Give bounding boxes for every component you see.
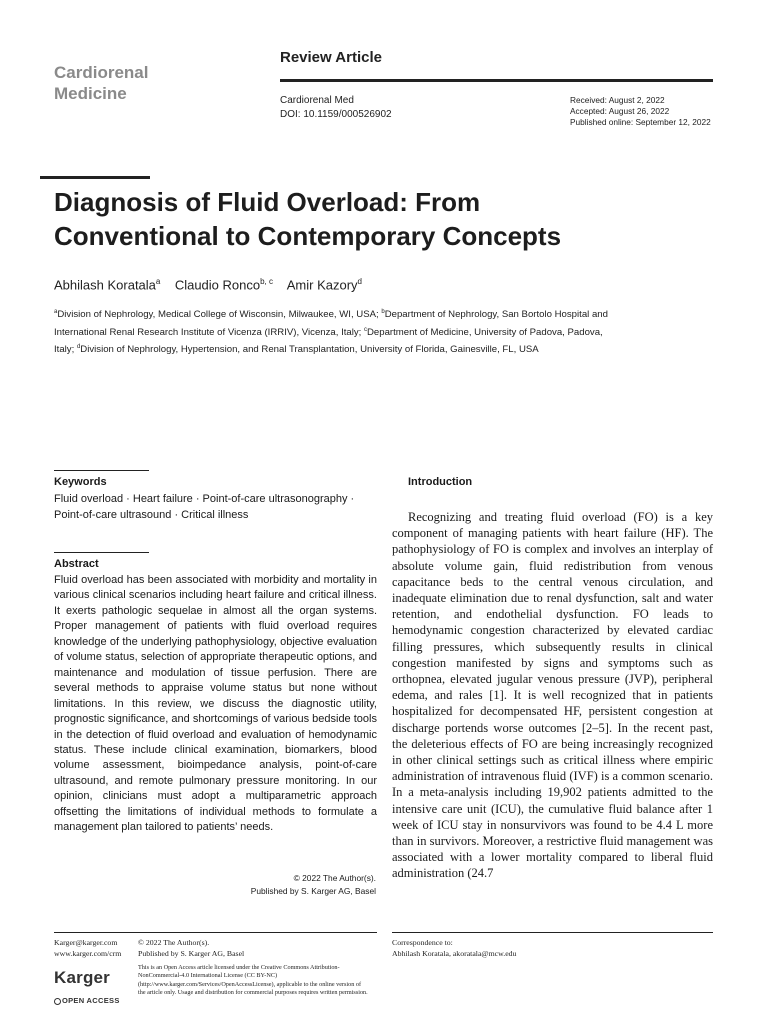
introduction-text: Recognizing and treating fluid overload (FO) is a key component of managing patients with heart failure (HF). The pathophysiology of FO is complex and involves an interplay of absolute volume gain, fluid redistribution from venous capacitance beds to the central venous circulation, and inadequate elimination due to renal dysfunction, salt and water retention, and endothelial dysfunction. FO leads to hemodynamic congestion characterized by elevated cardiac filling pressures, which subsequently results in clinical congestion manifested by signs and symptoms such as orthopnea, elevated jugular venous pressure (JVP), peripheral edema, and rales [1]. It is well recognized that in patients hospitalized for decompensated HF, persistent congestion at discharge portends worse outcomes [2–5]. In the recent past, the deleterious effects of FO are being increasingly recognized in other clinical settings such as critical illness where empiric administration of intravenous fluid (IVF) is a common scenario. In a meta-analysis including 19,902 patients admitted to the intensive care unit (ICU), the cumulative fluid balance after 1 week of ICU stay in nonsurvivors was found to be 4.4 L more than in survivors. Moreover, a restrictive fluid management was associated with a lower mortality compared to liberal fluid administration (24.7	[392, 510, 713, 881]
journal-name-line2: Medicine	[54, 84, 127, 103]
keywords-text: Fluid overload · Heart failure · Point-of-care ultrasonography · Point-of-care ultrasound · Critical illness	[54, 493, 355, 521]
publisher-website[interactable]: www.karger.com/crm	[54, 948, 122, 958]
correspondence-contact[interactable]: Abhilash Koratala, akoratala@mcw.edu	[392, 948, 517, 958]
publisher-contact	[54, 938, 121, 959]
footer-rule-left	[54, 932, 377, 933]
published-date: Published online: September 12, 2022	[570, 117, 711, 127]
correspondence-label: Correspondence to:	[392, 938, 453, 947]
doi[interactable]: DOI: 10.1159/000526902	[280, 109, 392, 120]
affil-text: Division of Nephrology, Hypertension, and Renal Transplantation, University of Florida, Gainesville, FL, USA	[80, 344, 539, 356]
journal-name-line1: Cardiorenal	[54, 63, 149, 82]
affil-sup: a	[54, 309, 58, 315]
abstract-copyright-line2: Published by S. Karger AG, Basel	[250, 886, 376, 896]
publisher-email[interactable]: Karger@karger.com	[54, 938, 118, 947]
abstract-heading: Abstract	[54, 558, 99, 570]
title-line2: Conventional to Contemporary Concepts	[54, 221, 562, 251]
affil-text: Department of Nephrology, San Bortolo Hospital and International Renal Research Institute of Vicenza (IRRIV), Vicenza, Italy;	[54, 309, 608, 338]
author-sup: d	[357, 277, 362, 286]
affil-sup: b	[381, 309, 385, 315]
title-line1: Diagnosis of Fluid Overload: From	[54, 187, 481, 217]
journal-abbrev: Cardiorenal Med	[280, 95, 354, 106]
affil-sup: c	[364, 326, 367, 333]
abstract-copyright-line1: © 2022 The Author(s).	[293, 873, 376, 883]
affiliations	[54, 305, 614, 358]
author-name: Claudio Ronco	[174, 277, 261, 293]
karger-logo	[54, 968, 110, 988]
author-list	[54, 277, 362, 292]
license-text: This is an Open Access article licensed under the Creative Commons Attribution-NonCommercial-4.0 International License (CC BY-NC) (http://www.karger.com/Services/OpenAccessLicense), applicable to the online version of the article only. Usage and distribution for commercial purposes requires written permission.	[138, 964, 368, 997]
abstract-rule	[54, 552, 149, 553]
citation-info	[280, 94, 392, 122]
open-access-label: OPEN ACCESS	[62, 996, 120, 1005]
affil-sup: d	[76, 344, 81, 351]
received-date: Received: August 2, 2022	[570, 95, 665, 105]
affil-text: Division of Nephrology, Medical College of Wisconsin, Milwaukee, WI, USA;	[57, 309, 382, 321]
journal-name	[54, 62, 214, 104]
author-name: Amir Kazory	[286, 277, 358, 293]
open-access-lock-icon	[54, 998, 61, 1005]
author-sup: a	[155, 277, 161, 286]
abstract-text: Fluid overload has been associated with morbidity and mortality in various clinical scenarios including heart failure and critical illness. It exerts pathologic sequelae in almost all the organ systems. Proper management of patients with fluid overload requires knowledge of the underlying pathophysiology, objective evaluation of volume status, selection of appropriate therapeutic options, and maintenance and modulation of tissue perfusion. There are several methods to appraise volume status but none without limitations. In this review, we discuss the diagnostic utility, prognostic significance, and shortcomings of various bedside tools in the detection of fluid overload and evaluation of hemodynamic status. These include clinical examination, biomarkers, blood volume assessment, bioimpedance analysis, point-of-care ultrasound, and remote pulmonary pressure monitoring. In our opinion, clinicians must adopt a multiparametric approach offsetting the limitations of individual methods to formulate a management plan tailored to patients’ needs.	[54, 574, 377, 834]
header-rule	[280, 79, 713, 82]
correspondence	[392, 938, 516, 959]
footer-rule-right	[392, 932, 713, 933]
article-dates	[570, 95, 711, 128]
title-rule	[40, 176, 150, 179]
footer-copyright-line2: Published by S. Karger AG, Basel	[138, 948, 245, 958]
footer-copyright	[138, 938, 244, 959]
open-access-badge	[54, 996, 120, 1005]
accepted-date: Accepted: August 26, 2022	[570, 106, 670, 116]
author-sup: b, c	[260, 277, 273, 286]
footer-copyright-line1: © 2022 The Author(s).	[138, 938, 210, 947]
article-title	[54, 185, 694, 253]
author-name: Abhilash Koratala	[54, 277, 156, 293]
abstract-copyright	[200, 872, 376, 898]
keywords-rule	[54, 470, 149, 471]
keywords-heading: Keywords	[54, 476, 107, 488]
karger-logo-text: Karger	[54, 968, 111, 987]
article-type: Review Article	[280, 49, 382, 66]
affil-text: Department of Medicine, University of Padova, Padova, Italy;	[54, 326, 603, 356]
introduction-heading: Introduction	[408, 476, 473, 488]
